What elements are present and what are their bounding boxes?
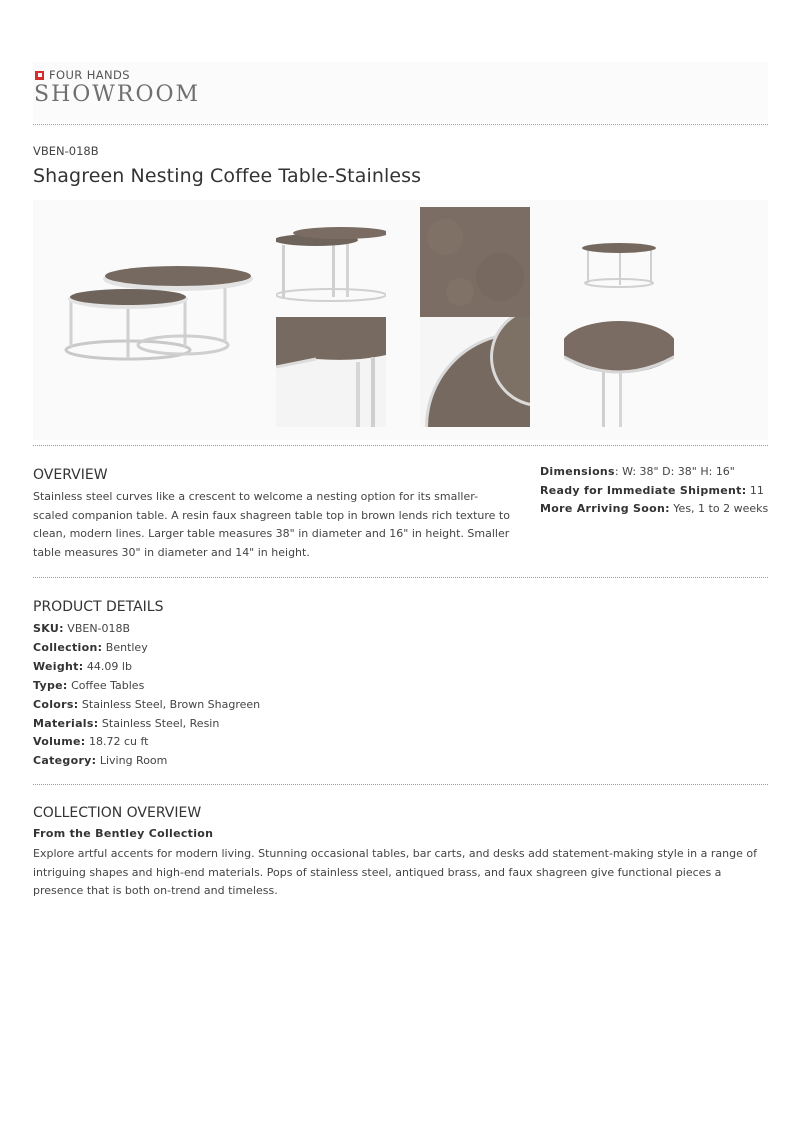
main-product-image — [33, 207, 263, 427]
spec-summary — [540, 463, 770, 519]
ready-row — [540, 482, 770, 501]
product-details-list — [33, 620, 260, 771]
detail-value: 18.72 cu ft — [85, 735, 149, 749]
overview-heading: OVERVIEW — [33, 467, 108, 483]
detail-value: VBEN-018B — [63, 622, 131, 635]
ready-label: Ready for Immediate Shipment: — [540, 483, 747, 497]
dimensions-row — [540, 463, 770, 482]
arriving-row — [540, 500, 770, 519]
brand-logo-icon — [35, 71, 44, 80]
product-gallery — [33, 200, 768, 440]
detail-value: Bentley — [102, 640, 148, 654]
thumbnail-image — [564, 207, 674, 317]
product-details-heading: PRODUCT DETAILS — [33, 599, 164, 615]
dimensions-label: Dimensions — [540, 465, 615, 478]
detail-value: Stainless Steel, Brown Shagreen — [78, 697, 261, 711]
detail-row — [33, 752, 260, 771]
detail-row — [33, 715, 260, 734]
product-title: Shagreen Nesting Coffee Table-Stainless — [33, 165, 422, 187]
detail-row — [33, 639, 260, 658]
detail-row — [33, 658, 260, 677]
detail-label: Colors: — [33, 697, 79, 711]
shagreen-texture-image — [420, 207, 530, 317]
arriving-label: More Arriving Soon: — [540, 502, 670, 515]
detail-label: Volume: — [33, 735, 86, 749]
thumbnail-image — [276, 207, 386, 317]
divider — [33, 784, 768, 785]
detail-value: Coffee Tables — [67, 678, 145, 692]
detail-value: Living Room — [96, 754, 168, 768]
detail-row — [33, 696, 260, 715]
dimensions-value: : W: 38" D: 38" H: 16" — [614, 465, 735, 478]
detail-label: Type: — [33, 678, 68, 692]
detail-row — [33, 677, 260, 696]
thumbnail-image — [564, 317, 674, 427]
thumbnail-image — [276, 317, 386, 427]
detail-row — [33, 620, 260, 639]
collection-overview-heading: COLLECTION OVERVIEW — [33, 805, 202, 821]
collection-subheading: From the Bentley Collection — [33, 827, 214, 840]
ready-value: 11 — [746, 483, 764, 497]
divider — [33, 577, 768, 578]
detail-row — [33, 733, 260, 752]
detail-label: SKU: — [33, 622, 64, 635]
detail-value: 44.09 lb — [83, 659, 132, 673]
collection-text: Explore artful accents for modern living. Stunning occasional tables, bar carts, and desks add statement-making style in a range of intriguing shapes and high-end materials. Pops of stainless steel, antiqued brass, and faux shagreen give functional pieces a presence that is both on-trend and timeless. — [33, 847, 757, 897]
brand-header — [33, 62, 768, 122]
arriving-value: Yes, 1 to 2 weeks — [669, 502, 769, 515]
brand-line — [35, 68, 130, 82]
company-name: FOUR HANDS — [49, 68, 131, 82]
showroom-title: SHOWROOM — [34, 82, 201, 107]
detail-label: Materials: — [33, 716, 99, 730]
detail-label: Collection: — [33, 640, 103, 654]
thumbnail-image — [420, 317, 530, 427]
divider — [33, 445, 768, 446]
overview-text: Stainless steel curves like a crescent to welcome a nesting option for its smaller-scaled companion table. A resin faux shagreen table top in brown lends rich texture to clean, modern lines. Larger table measures 38" in diameter and 16" in height. Smaller table measures 30" in diameter and 14" in height. — [33, 490, 510, 559]
detail-label: Category: — [33, 754, 97, 768]
detail-value: Stainless Steel, Resin — [98, 716, 220, 730]
product-sku: VBEN-018B — [33, 144, 99, 158]
detail-label: Weight: — [33, 659, 84, 673]
divider — [33, 124, 768, 125]
